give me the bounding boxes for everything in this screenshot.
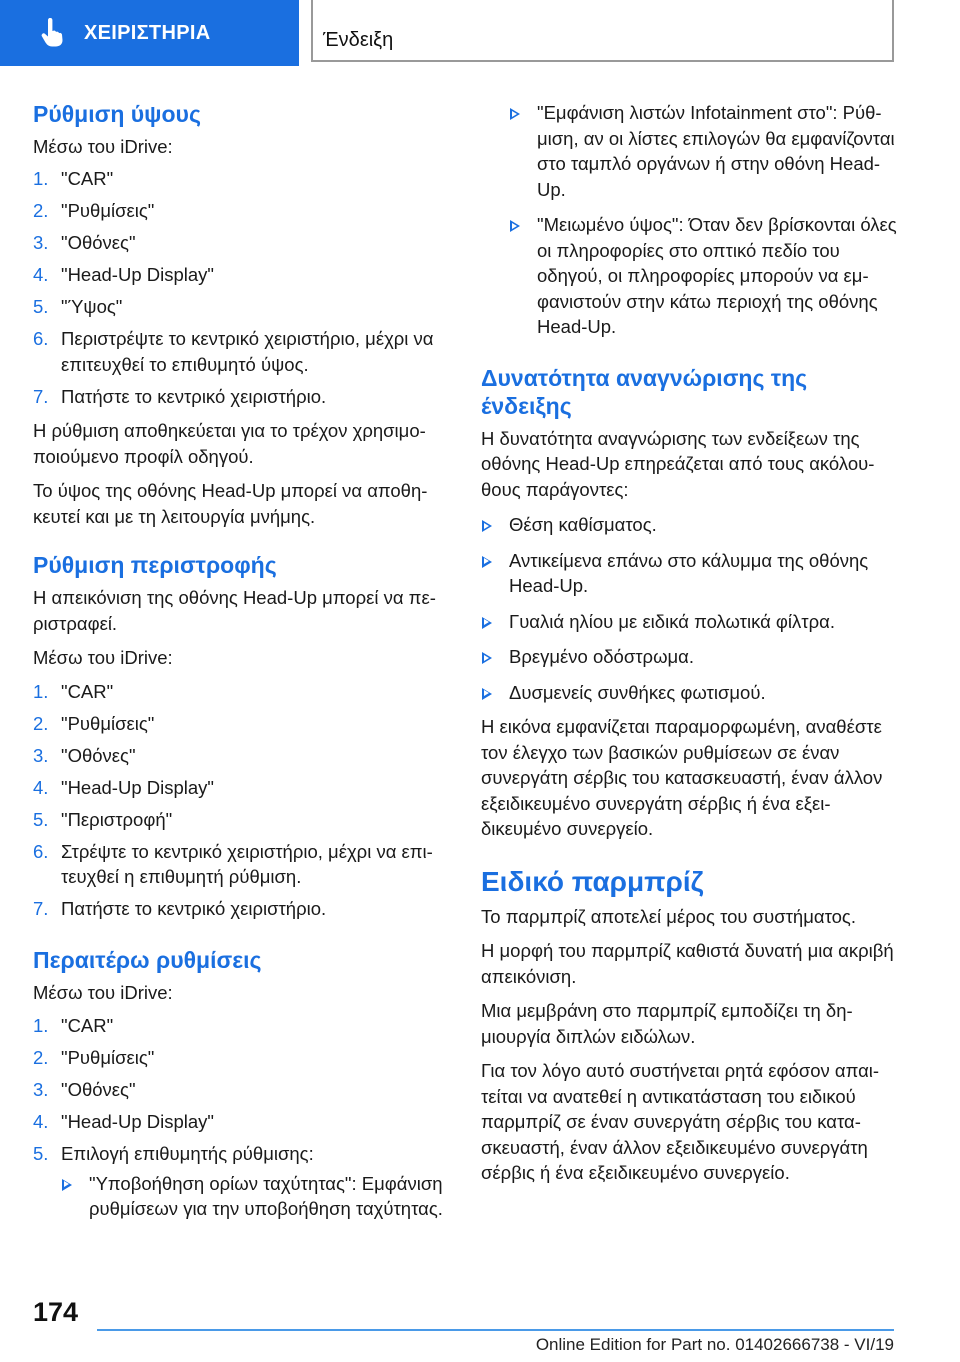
bullet-triangle-icon [510, 220, 520, 232]
heading-further-settings: Περαιτέρω ρυθμίσεις [33, 946, 262, 973]
idrive-intro: Μέσω του iDrive: [33, 981, 173, 1003]
list-item: "Υποβοήθηση ορίων ταχύτητας": Εμφάνιση ρυθμίσεων για την υποβοήθηση ταχύτητας. [61, 1171, 453, 1222]
paragraph: Το ύψος της οθόνης Head-Up μπορεί να αποθηκευτεί και με τη λειτουργία μνήμης. [33, 480, 428, 527]
list-item: 1. "CAR" [33, 1015, 114, 1036]
footer-divider [97, 1329, 894, 1331]
list-item: 2. "Ρυθμίσεις" [33, 1047, 155, 1068]
list-item: 1. "CAR" [33, 168, 114, 189]
idrive-intro: Μέσω του iDrive: [33, 647, 173, 668]
paragraph: Το παρμπρίζ αποτελεί μέρος του συστήματος. [481, 905, 856, 927]
heading-readability: Δυνατότητα αναγνώρισης της ένδειξης [481, 364, 808, 419]
paragraph: Η μορφή του παρμπρίζ καθιστά δυνατή μια ακριβή απεικόνιση. [481, 940, 894, 987]
bullet-triangle-icon [510, 108, 520, 120]
section-header [311, 0, 894, 62]
paragraph: Η δυνατότητα αναγνώρισης των ενδείξεων της οθόνης Head-Up επηρεάζεται από τους ακόλουθους παράγοντες: [481, 427, 875, 500]
bullet-triangle-icon [482, 520, 492, 532]
list-item: 1. "CAR" [33, 680, 114, 702]
list-item: 7. Πατήστε το κεντρικό χειριστήριο. [33, 385, 327, 407]
list-item: 2. "Ρυθμίσεις" [33, 200, 155, 221]
bullet-triangle-icon [482, 617, 492, 629]
paragraph: Για τον λόγο αυτό συστήνεται ρητά εφόσον απαιτείται να ανατεθεί η αντικατάσταση του ειδικού παρμπρίζ σε έναν συνεργάτη σέρβις του κατασκευαστή, έναν άλλον εξειδικευμένο συνεργάτη σέρβις ή ένα εξειδικευμένο συνεργείο. [481, 1060, 880, 1183]
list-item: 6. Στρέψτε το κεντρικό χειριστήριο, μέχρι να επιτευχθεί η επιθυμητή ρύθμιση. [33, 840, 433, 887]
list-item: 5. "Ύψος" [33, 296, 123, 317]
left-column [33, 100, 453, 1222]
list-item: 4. "Head-Up Display" [33, 776, 214, 798]
pointing-hand-icon [40, 18, 66, 48]
list-item: 3. "Οθόνες" [33, 744, 136, 766]
list-item: 4. "Head-Up Display" [33, 264, 214, 285]
rotation-steps [33, 679, 453, 922]
bullet-triangle-icon [482, 556, 492, 568]
list-item: 2. "Ρυθμίσεις" [33, 712, 155, 734]
list-item: Δυσμενείς συνθήκες φωτισμού. [481, 680, 901, 706]
bullet-triangle-icon [62, 1179, 72, 1191]
idrive-intro: Μέσω του iDrive: [33, 136, 173, 157]
heading-height-setting: Ρύθμιση ύψους [33, 101, 201, 127]
paragraph: Η ρύθμιση αποθηκεύεται για το τρέχον χρησιμοποιούμενο προφίλ οδηγού. [33, 420, 426, 467]
list-item: Θέση καθίσματος. [481, 512, 901, 538]
list-item: 5. Επιλογή επιθυμητής ρύθμισης: [33, 1143, 314, 1164]
list-item: 3. "Οθόνες" [33, 232, 136, 253]
bullet-triangle-icon [482, 688, 492, 700]
list-item: 5. "Περιστροφή" [33, 808, 173, 830]
list-item: "Μειωμένο ύψος": Όταν δεν βρίσκονται όλες οι πληροφορίες στο οπτικό πεδίο του οδηγού, οι πληροφορίες μπορούν να εμφανιστούν στην κάτω περιοχή της οθόνης Head-Up. [509, 212, 901, 340]
chapter-tab-label: ΧΕΙΡΙΣΤΗΡΙΑ [84, 21, 211, 44]
list-item: 6. Περιστρέψτε το κεντρικό χειριστήριο, μέχρι να επιτευχθεί το επιθυμητό ύψος. [33, 328, 434, 375]
list-item: Βρεγμένο οδόστρωμα. [481, 644, 901, 670]
page-number: 174 [33, 1297, 79, 1327]
list-item: Αντικείμενα επάνω στο κάλυμμα της οθόνης Head-Up. [481, 548, 901, 599]
chapter-tab[interactable] [0, 0, 299, 66]
setting-options-continued [481, 100, 901, 340]
further-steps [33, 1013, 453, 1167]
bullet-triangle-icon [482, 652, 492, 664]
list-item: Γυαλιά ηλίου με ειδικά πολωτικά φίλτρα. [481, 609, 901, 635]
list-item: 3. "Οθόνες" [33, 1079, 136, 1100]
readability-factors [481, 512, 901, 705]
paragraph: Η απεικόνιση της οθόνης Head-Up μπορεί να περιστραφεί. [33, 587, 436, 634]
right-column [481, 100, 901, 1186]
heading-special-windshield: Ειδικό παρμπρίζ [481, 865, 704, 897]
list-item: "Εμφάνιση λιστών Infotainment στο": Ρύθμιση, αν οι λίστες επιλογών θα εμφανίζονται στο ταμπλό οργάνων ή στην οθόνη Head-Up. [509, 100, 901, 202]
height-steps [33, 166, 453, 409]
heading-rotation-setting: Ρύθμιση περιστροφής [33, 552, 277, 578]
footer-edition: Online Edition for Part no. 01402666738 - VI/19 [535, 1335, 894, 1354]
list-item: 7. Πατήστε το κεντρικό χειριστήριο. [33, 898, 327, 919]
list-item: 4. "Head-Up Display" [33, 1111, 214, 1132]
setting-options [33, 1171, 453, 1222]
section-title: Ένδειξη [323, 29, 394, 51]
paragraph: Η εικόνα εμφανίζεται παραμορφωμένη, αναθέστε τον έλεγχο των βασικών ρυθμίσεων σε έναν συνεργάτη σέρβις του κατασκευαστή, έναν άλλον εξειδικευμένο συνεργάτη σέρβις ή ένα εξειδικευμένο συνεργείο. [481, 716, 883, 839]
paragraph: Μια μεμβράνη στο παρμπρίζ εμποδίζει τη δημιουργία διπλών ειδώλων. [481, 1000, 853, 1047]
